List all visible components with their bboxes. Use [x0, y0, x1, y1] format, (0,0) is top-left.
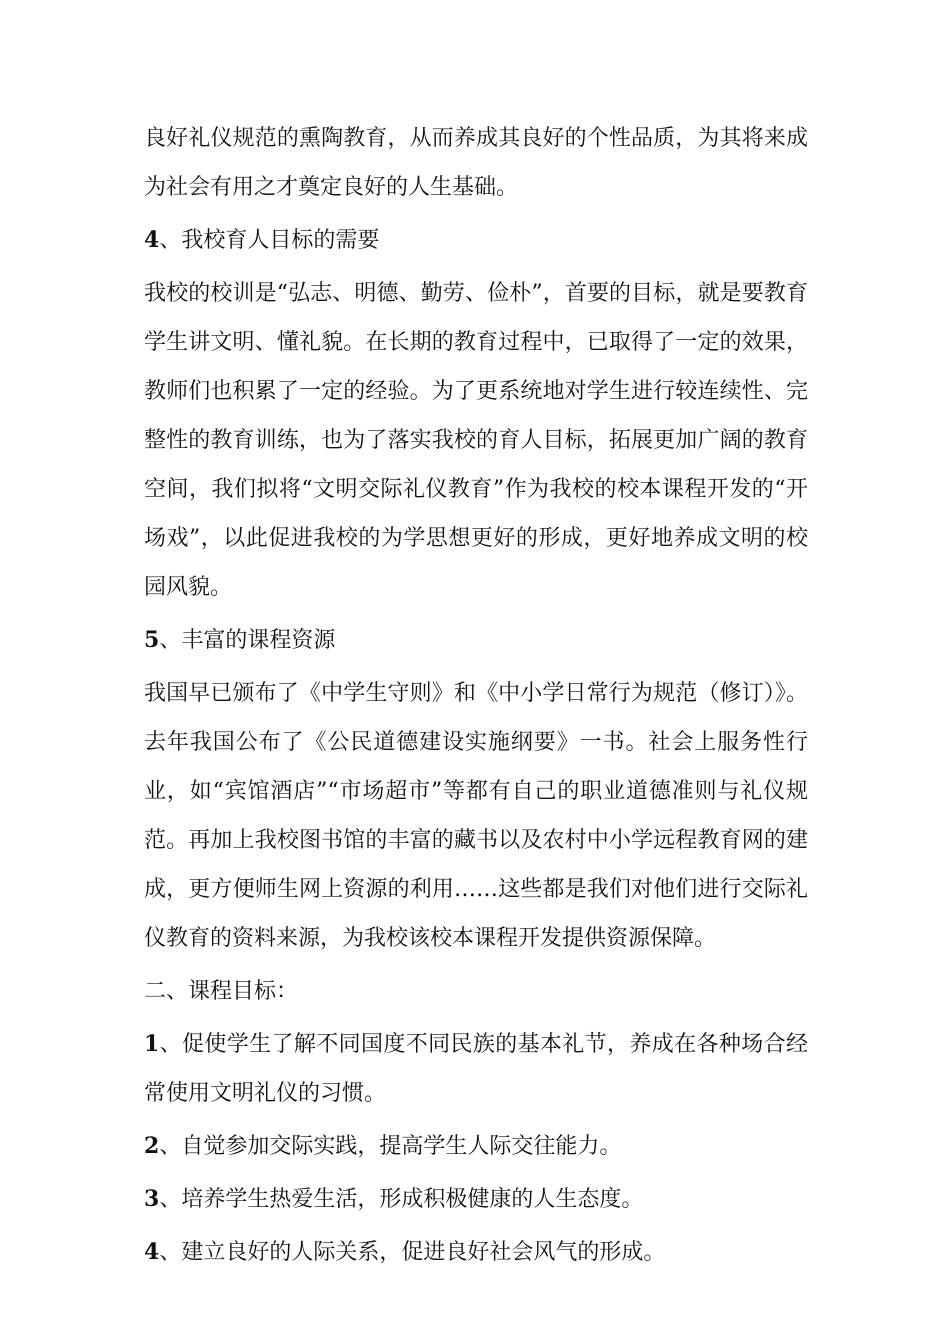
goal-number: 3: [144, 1186, 160, 1212]
goal-number: 1: [144, 1031, 160, 1057]
heading-number: 4: [144, 227, 160, 253]
heading-text: 、丰富的课程资源: [159, 628, 336, 653]
heading-text: 、我校育人目标的需要: [159, 228, 380, 253]
goal-number: 2: [144, 1133, 160, 1159]
goal-text: 、自觉参加交际实践，提高学生人际交往能力。: [159, 1134, 622, 1159]
goal-number: 4: [144, 1239, 160, 1265]
goal-text: 、建立良好的人际关系，促进良好社会风气的形成。: [159, 1240, 666, 1265]
heading-number: 5: [144, 627, 160, 653]
goal-item-3: [144, 1175, 808, 1224]
section-heading-4: [144, 216, 808, 265]
section-heading-course-goals: 二、课程目标：: [144, 979, 299, 1004]
goal-text: 、培养学生热爱生活，形成积极健康的人生态度。: [159, 1187, 644, 1212]
document-body: [144, 114, 808, 1277]
section-heading-5: [144, 616, 808, 665]
paragraph-school-motto: 我校的校训是“弘志、明德、勤劳、俭朴”，首要的目标，就是要教育学生讲文明、懂礼貌。在长期的教育过程中，已取得了一定的效果，教师们也积累了一定的经验。为了更系统地对学生进行较连续性、完整性的教育训练，也为了落实我校的育人目标，拓展更加广阔的教育空间，我们拟将“文明交际礼仪教育”作为我校的校本课程开发的“开场戏”，以此促进我校的为学思想更好的形成，更好地养成文明的校园风貌。: [144, 281, 808, 600]
paragraph-intro: 良好礼仪规范的熏陶教育，从而养成其良好的个性品质，为其将来成为社会有用之才奠定良好的人生基础。: [144, 126, 808, 200]
goal-item-1: [144, 1020, 808, 1118]
paragraph-resources: 我国早已颁布了《中学生守则》和《中小学日常行为规范（修订）》。去年我国公布了《公民道德建设实施纲要》一书。社会上服务性行业，如“宾馆酒店”“市场超市”等都有自己的职业道德准则与礼仪规范。再加上我校图书馆的丰富的藏书以及农村中小学远程教育网的建成，更方便师生网上资源的利用……这些都是我们对他们进行交际礼仪教育的资料来源，为我校该校本课程开发提供资源保障。: [144, 681, 808, 951]
goal-text: 、促使学生了解不同国度不同民族的基本礼节，养成在各种场合经常使用文明礼仪的习惯。: [144, 1032, 808, 1106]
goal-item-2: [144, 1122, 808, 1171]
goal-item-4: [144, 1228, 808, 1277]
